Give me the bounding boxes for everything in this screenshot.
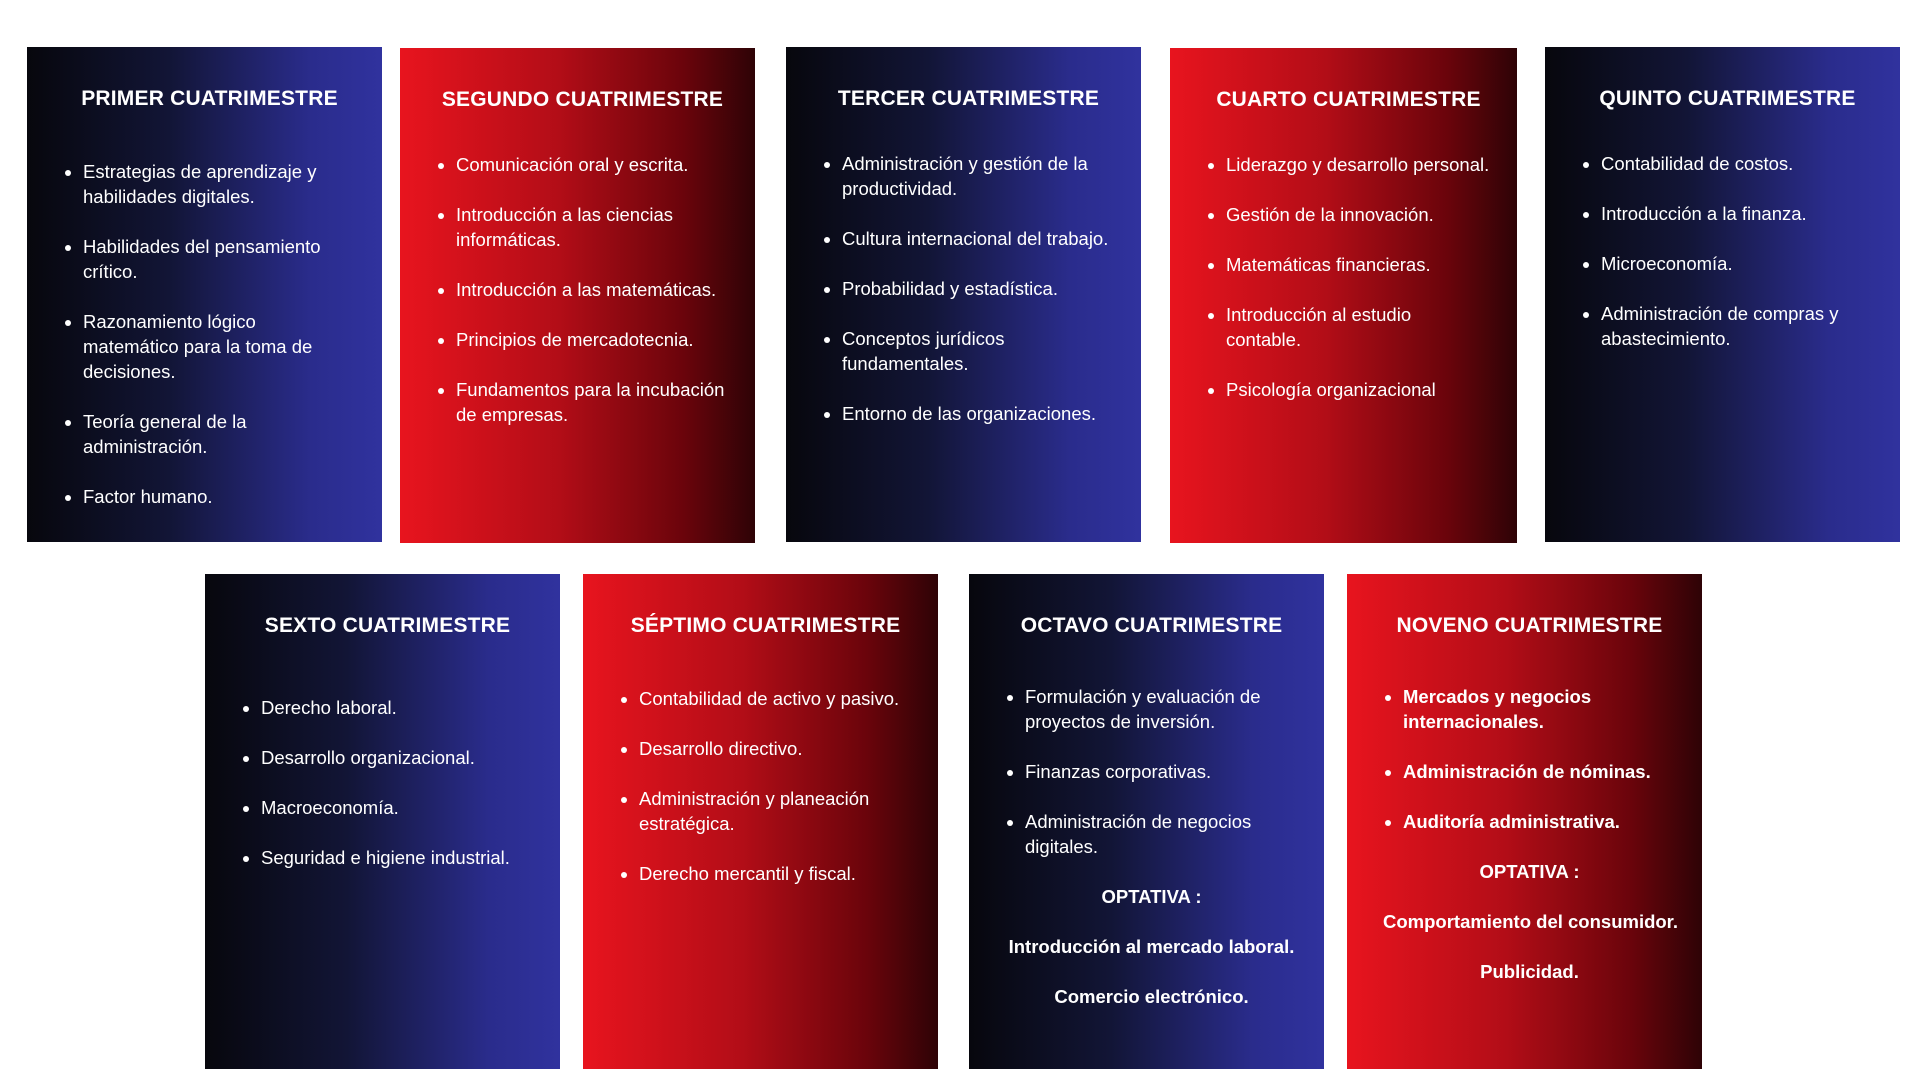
subject-item: • Gestión de la innovación. [1226,202,1491,227]
subject-item: • Administración y planeación estratégica. [639,786,912,836]
subject-item: • Auditoría administrativa. [1403,809,1676,834]
card-cuarto-cuatrimestre [1170,48,1517,543]
subject-item: • Liderazgo y desarrollo personal. [1226,152,1491,177]
card-title: NOVENO CUATRIMESTRE [1396,614,1663,637]
card-title: SÉPTIMO CUATRIMESTRE [630,614,901,637]
subject-item: • Estrategias de aprendizaje y habilidades digitales. [83,159,356,209]
card-title: CUARTO CUATRIMESTRE [1216,88,1481,111]
card-septimo-cuatrimestre [583,574,938,1069]
subject-item: • Cultura internacional del trabajo. [842,226,1115,251]
subject-list [1581,151,1874,351]
subject-item: • Desarrollo organizacional. [261,745,534,770]
subject-item: • Macroeconomía. [261,795,534,820]
subject-item: • Matemáticas financieras. [1226,252,1491,277]
card-title: QUINTO CUATRIMESTRE [1599,87,1856,110]
subject-item: • Contabilidad de costos. [1601,151,1874,176]
optativa-heading: OPTATIVA : [1479,861,1580,882]
subject-item: • Formulación y evaluación de proyectos de inversión. [1025,684,1298,734]
subject-list [1005,684,1298,859]
subject-item: • Comunicación oral y escrita. [456,152,729,177]
subject-item: • Psicología organizacional [1226,377,1491,402]
card-title: SEXTO CUATRIMESTRE [264,614,511,637]
subject-item: • Contabilidad de activo y pasivo. [639,686,912,711]
optativa-heading: OPTATIVA : [1101,886,1202,907]
subject-item: • Administración de negocios digitales. [1025,809,1298,859]
subject-item: • Conceptos jurídicos fundamentales. [842,326,1115,376]
subject-item: • Desarrollo directivo. [639,736,912,761]
subject-item: • Administración de nóminas. [1403,759,1676,784]
subject-list [436,152,729,427]
card-sexto-cuatrimestre [205,574,560,1069]
subject-list [619,686,912,886]
subject-item: • Razonamiento lógico matemático para la toma de decisiones. [83,309,356,384]
subject-item: • Seguridad e higiene industrial. [261,845,534,870]
subject-item: • Derecho mercantil y fiscal. [639,861,912,886]
optativa-item: Comportamiento del consumidor. [1383,911,1678,932]
optativa-item: Introducción al mercado laboral. [1008,936,1295,957]
subject-item: • Microeconomía. [1601,251,1874,276]
card-title: PRIMER CUATRIMESTRE [81,87,338,110]
optativa-item: Publicidad. [1480,961,1579,982]
subject-item: • Fundamentos para la incubación de empresas. [456,377,729,427]
subject-item: • Introducción a las ciencias informáticas. [456,202,729,252]
card-noveno-cuatrimestre [1347,574,1702,1069]
subject-item: • Introducción a las matemáticas. [456,277,729,302]
card-title: TERCER CUATRIMESTRE [837,87,1100,110]
subject-item: • Habilidades del pensamiento crítico. [83,234,356,284]
subject-list [241,695,534,870]
subject-list [63,159,356,509]
subject-item: • Derecho laboral. [261,695,534,720]
card-segundo-cuatrimestre [400,48,755,543]
subject-item: • Factor humano. [83,484,356,509]
subject-item: • Entorno de las organizaciones. [842,401,1115,426]
subject-list [1383,684,1676,834]
card-quinto-cuatrimestre [1545,47,1900,542]
subject-item: • Teoría general de la administración. [83,409,356,459]
subject-list [822,151,1115,426]
card-primer-cuatrimestre [27,47,382,542]
card-octavo-cuatrimestre [969,574,1324,1069]
subject-item: • Finanzas corporativas. [1025,759,1298,784]
card-tercer-cuatrimestre [786,47,1141,542]
subject-item: • Administración de compras y abastecimiento. [1601,301,1874,351]
subject-item: • Introducción al estudio contable. [1226,302,1491,352]
card-title: OCTAVO CUATRIMESTRE [1020,614,1283,637]
subject-item: • Introducción a la finanza. [1601,201,1874,226]
card-title: SEGUNDO CUATRIMESTRE [441,88,724,111]
subject-item: • Principios de mercadotecnia. [456,327,729,352]
subject-item: • Mercados y negocios internacionales. [1403,684,1676,734]
subject-item: • Probabilidad y estadística. [842,276,1115,301]
subject-item: • Administración y gestión de la productividad. [842,151,1115,201]
subject-list [1206,152,1491,402]
optativa-item: Comercio electrónico. [1054,986,1249,1007]
